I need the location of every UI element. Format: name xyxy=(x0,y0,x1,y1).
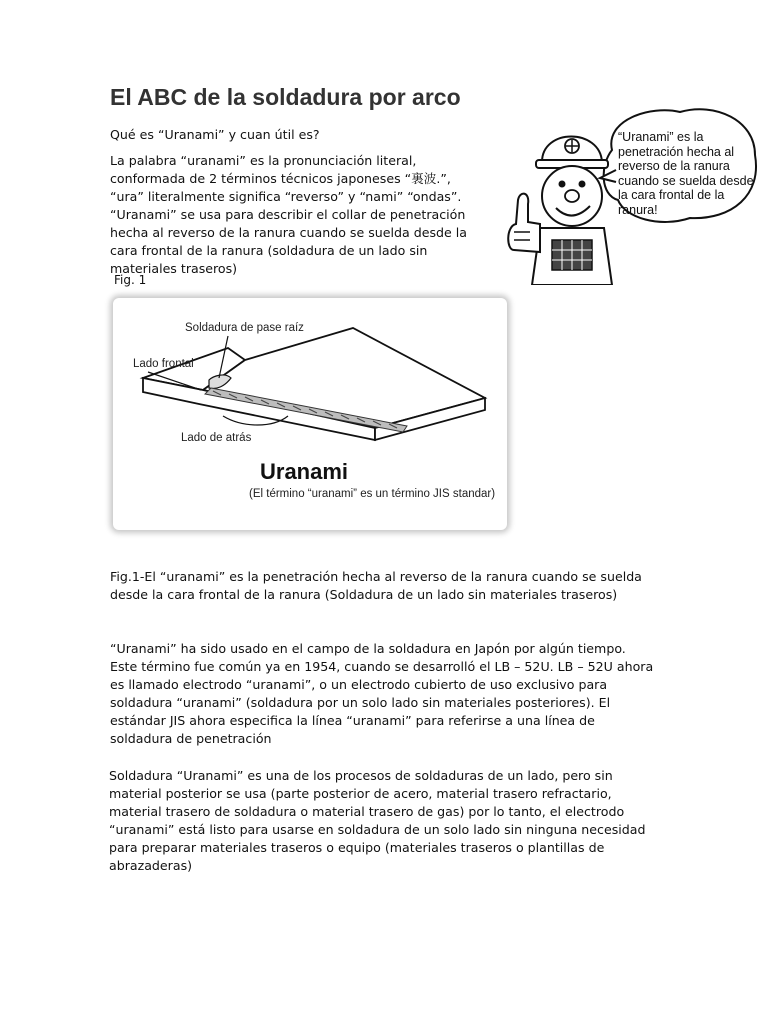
front-side-label: Lado frontal xyxy=(133,358,194,370)
section-subtitle: Qué es “Uranami” y cuan útil es? xyxy=(110,127,320,142)
speech-bubble-text: “Uranami” es la penetración hecha al reverso de la ranura cuando se suelda desde la cara frontal de la ranura! xyxy=(618,130,754,217)
welder-cartoon xyxy=(500,100,760,285)
history-paragraph: “Uranami” ha sido usado en el campo de la soldadura en Japón por algún tiempo. Este término fue común ya en 1954, cuando se desarrolló el LB – 52U. LB – 52U ahora es llamado electrodo “uranami”, o un electrodo cubierto de uso exclusivo para soldadura “uranami” (soldadura por un solo lado sin materiales posteriores). El estándar JIS ahora especifica la línea “uranami” para referirse a una línea de soldadura de penetración xyxy=(110,641,654,746)
root-pass-label: Soldadura de pase raíz xyxy=(185,322,304,334)
process-paragraph: Soldadura “Uranami” es una de los procesos de soldaduras de un lado, pero sin material posterior se usa (parte posterior de acero, material trasero refractario, material trasero de soldadura o material trasero de gas) por lo tanto, el electrodo “uranami” está listo para usarse en soldadura de un solo lado sin ninguna necesidad para preparar materiales traseros o equipo (materiales traseros o plantillas de abrazaderas) xyxy=(109,768,646,873)
figure-label: Fig. 1 xyxy=(114,273,147,287)
intro-paragraph: La palabra “uranami” es la pronunciación literal, conformada de 2 términos técnicos japoneses “裏波.”, “ura” literalmente significa “reverso” y “nami” “ondas”. “Uranami” se usa para describir el collar de penetración hecha al reverso de la ranura cuando se suelda desde la cara frontal de la ranura (soldadura de un lado sin materiales traseros) xyxy=(110,153,467,276)
page-title: El ABC de la soldadura por arco xyxy=(110,84,461,110)
back-side-label: Lado de atrás xyxy=(181,432,252,444)
figure-1 xyxy=(113,298,507,530)
uranami-term: Uranami xyxy=(260,459,349,484)
jis-note: (El término “uranami” es un término JIS standar) xyxy=(249,488,496,500)
figure-caption: Fig.1-El “uranami” es la penetración hecha al reverso de la ranura cuando se suelda desde la cara frontal de la ranura (Soldadura de un lado sin materiales traseros) xyxy=(110,569,642,602)
